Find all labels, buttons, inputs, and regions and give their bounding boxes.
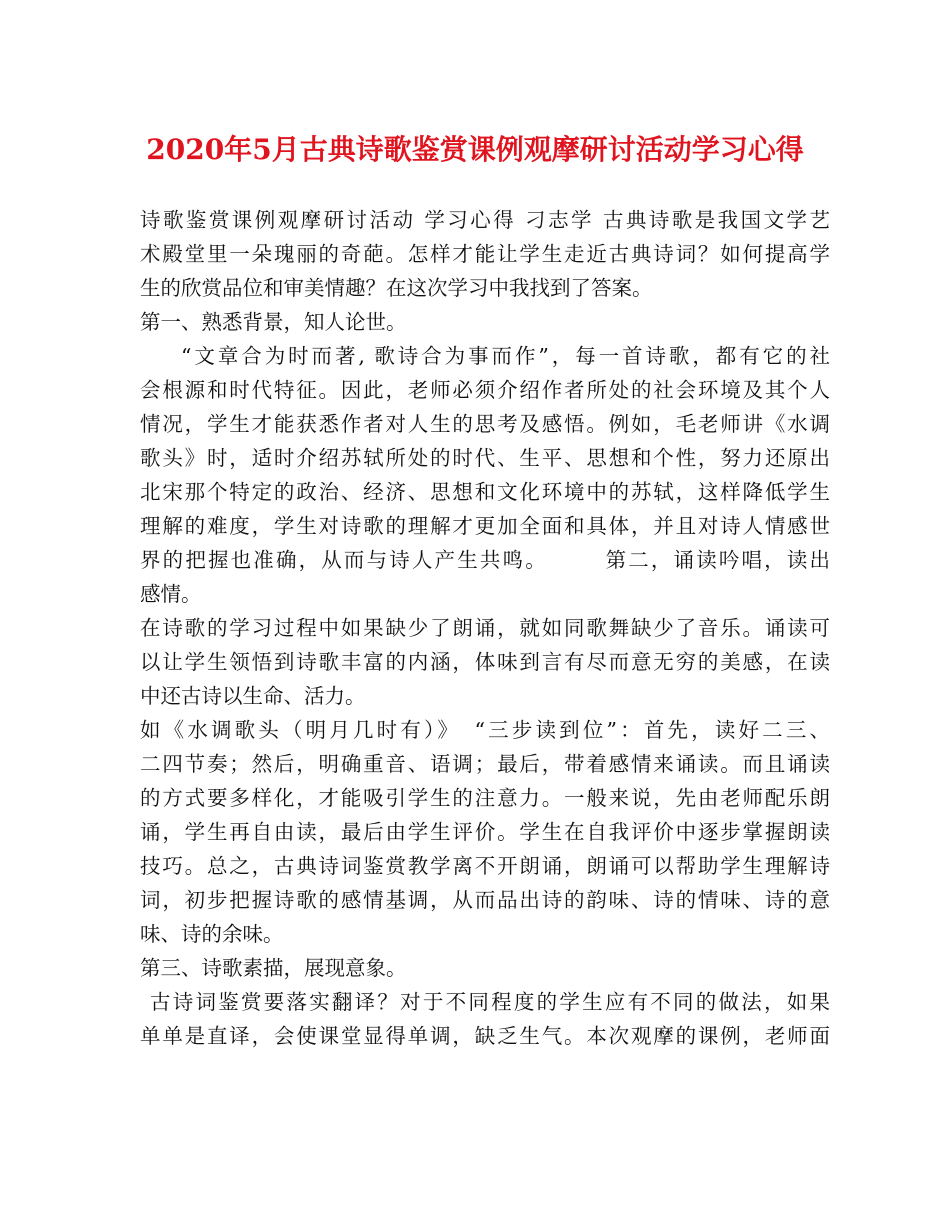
section-heading: 第一、熟悉背景，知人论世。	[140, 310, 407, 334]
text-line: 技巧。总之，古典诗词鉴赏教学离不开朗诵，朗诵可以帮助学生理解诗	[140, 854, 830, 878]
text-line: 二四节奏；然后，明确重音、语调；最后，带着感情来诵读。而且诵读	[140, 752, 830, 776]
text-line: 理解的难度，学生对诗歌的理解才更加全面和具体，并且对诗人情感世	[140, 514, 830, 538]
text-line: 歌头》时，适时介绍苏轼所处的时代、生平、思想和个性，努力还原出	[140, 446, 830, 470]
text-line: 会根源和时代特征。因此，老师必须介绍作者所处的社会环境及其个人	[140, 378, 830, 402]
text-line: 术殿堂里一朵瑰丽的奇葩。怎样才能让学生走近古典诗词？如何提高学	[140, 242, 830, 266]
text-line: 词，初步把握诗歌的感情基调，从而品出诗的韵味、诗的情味、诗的意	[140, 888, 830, 912]
text-line: 北宋那个特定的政治、经济、思想和文化环境中的苏轼，这样降低学生	[140, 480, 830, 504]
text-line: 的方式要多样化，才能吸引学生的注意力。一般来说，先由老师配乐朗	[140, 786, 830, 810]
document-title: 2020年5月古典诗歌鉴赏课例观摩研讨活动学习心得	[146, 133, 804, 166]
text-line: 在诗歌的学习过程中如果缺少了朗诵，就如同歌舞缺少了音乐。诵读可	[140, 616, 830, 640]
document-body	[140, 203, 830, 1053]
text-line: 诗歌鉴赏课例观摩研讨活动 学习心得 刁志学 古典诗歌是我国文学艺	[140, 208, 830, 232]
text-line: 如《水调歌头（明月几时有）》 “三步读到位”：首先，读好二三、	[140, 718, 830, 742]
text-line: 以让学生领悟到诗歌丰富的内涵，体味到言有尽而意无穷的美感，在读	[140, 650, 830, 674]
text-line: 生的欣赏品位和审美情趣？在这次学习中我找到了答案。	[140, 276, 653, 300]
text-line: 感情。	[140, 582, 202, 606]
text-line: 诵，学生再自由读，最后由学生评价。学生在自我评价中逐步掌握朗读	[140, 820, 830, 844]
text-line: 古诗词鉴赏要落实翻译？对于不同程度的学生应有不同的做法，如果	[150, 990, 830, 1014]
text-line: “文章合为时而著, 歌诗合为事而作”，每一首诗歌，都有它的社	[181, 344, 830, 368]
text-line: 界的把握也准确，从而与诗人产生共鸣。 第二，诵读吟唱，读出	[140, 548, 830, 572]
section-heading: 第三、诗歌素描，展现意象。	[140, 956, 407, 980]
text-line: 情况，学生才能获悉作者对人生的思考及感悟。例如，毛老师讲《水调	[140, 412, 830, 436]
text-line: 中还古诗以生命、活力。	[140, 684, 366, 708]
text-line: 单单是直译，会使课堂显得单调，缺乏生气。本次观摩的课例，老师面	[140, 1024, 830, 1048]
text-line: 味、诗的余味。	[140, 922, 284, 946]
